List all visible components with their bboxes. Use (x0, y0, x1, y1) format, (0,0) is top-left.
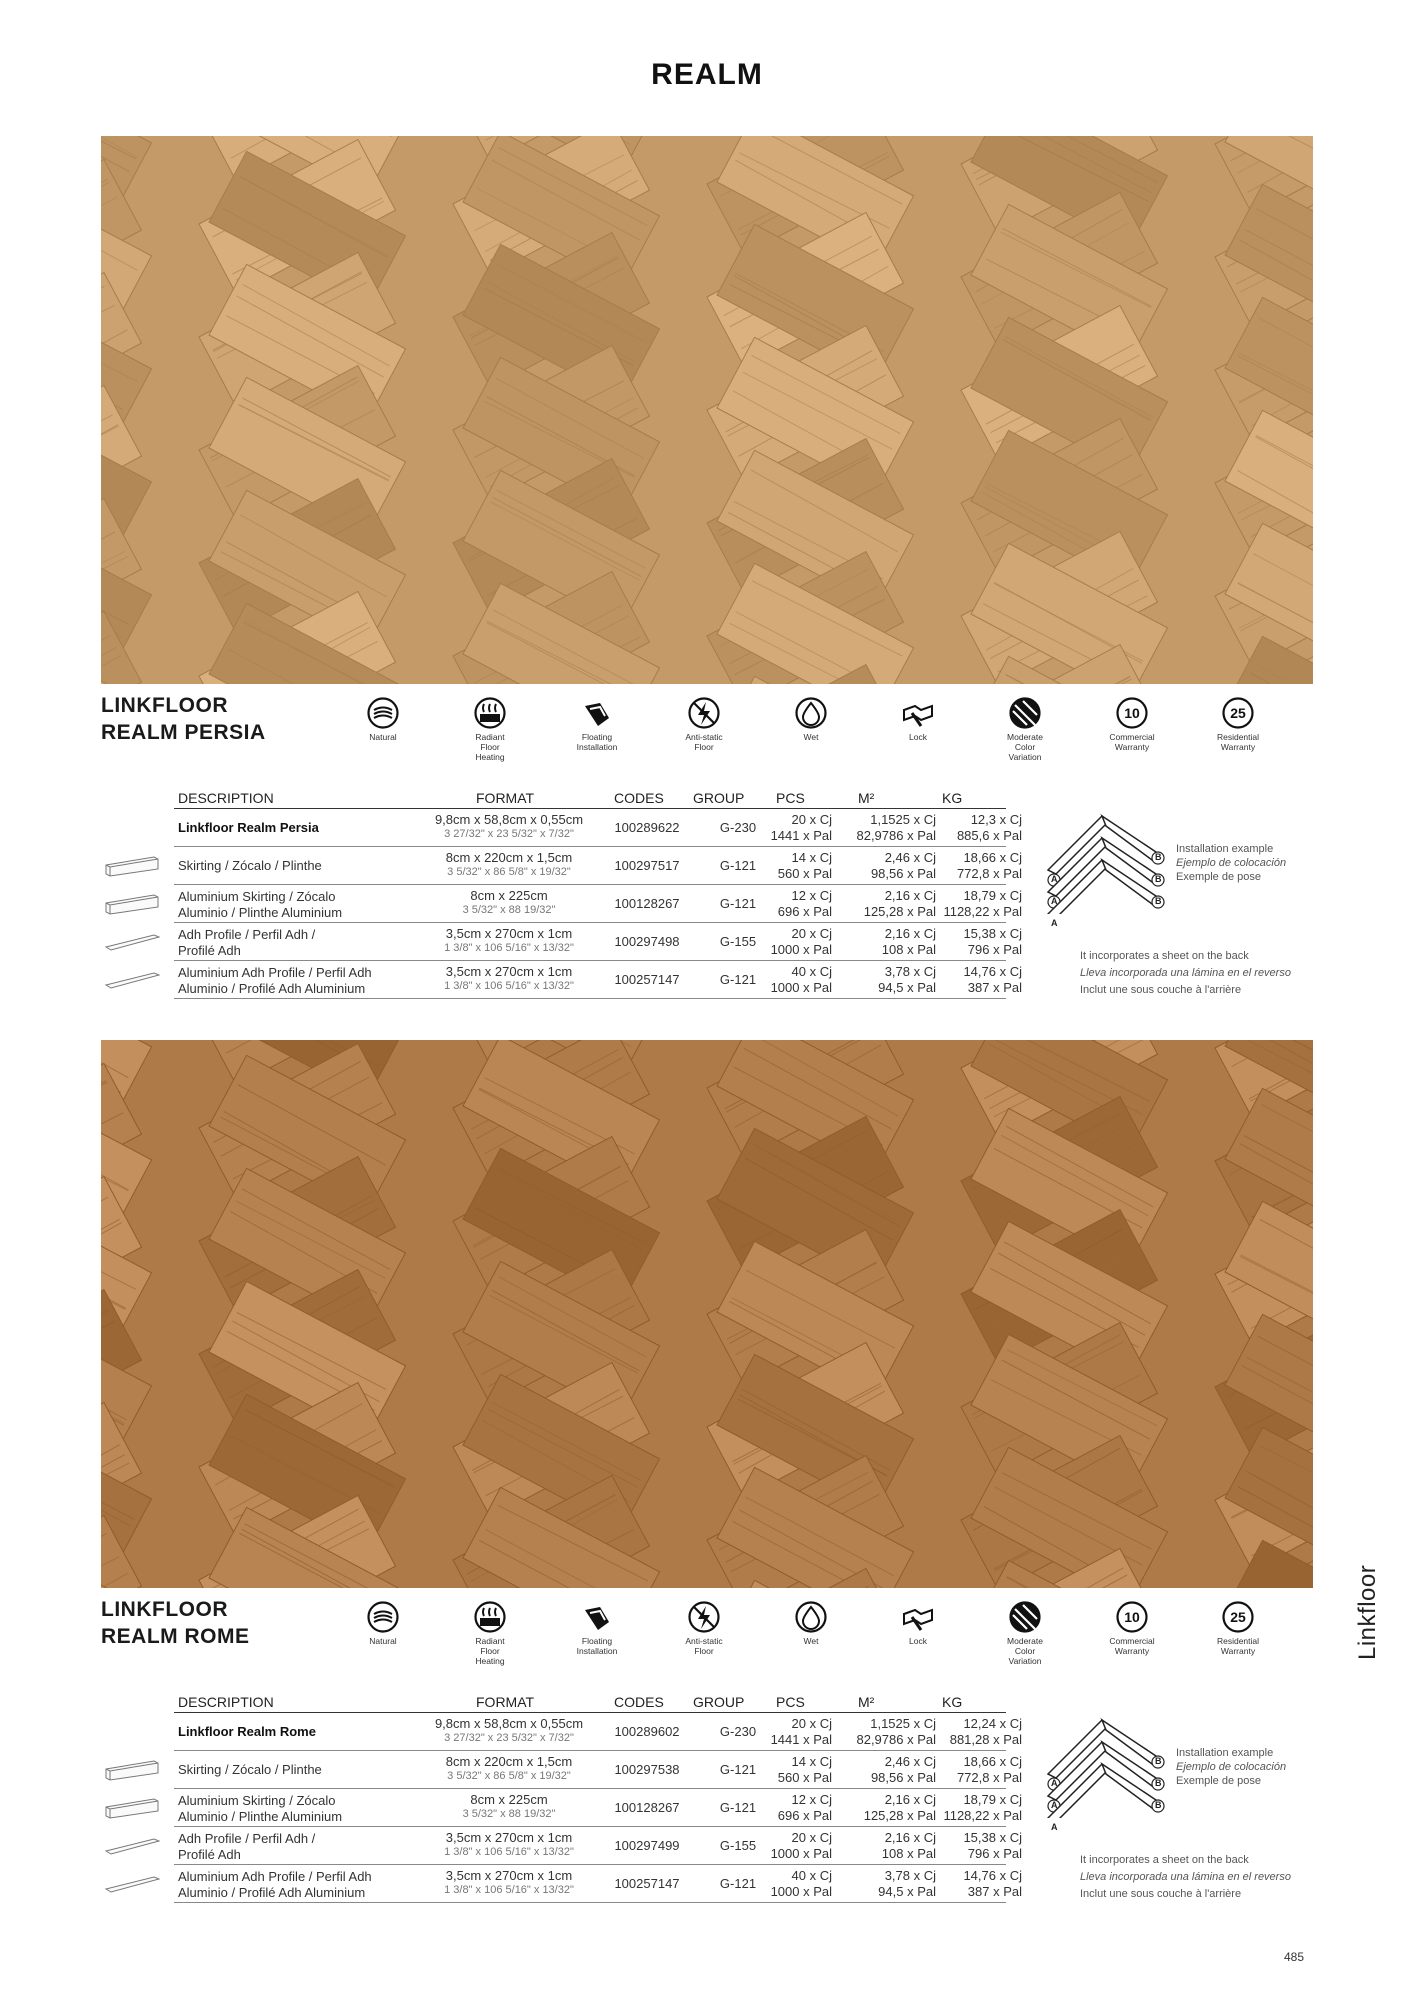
row-pcs-box: 40 x Cj (791, 1868, 832, 1883)
row-format-metric: 8cm x 225cm (470, 1792, 548, 1807)
feature-label: Floating Installation (576, 1636, 618, 1656)
column-header: M² (858, 790, 875, 806)
row-pcs-box: 20 x Cj (791, 926, 832, 941)
installation-caption-es: Ejemplo de colocación (1176, 1761, 1287, 1773)
side-brand: Linkfloor (1354, 1564, 1381, 1660)
product-name-line1: LINKFLOOR (101, 694, 228, 717)
backing-note-es: Lleva incorporada una lámina en el reverso (1080, 1871, 1291, 1883)
column-header: KG (942, 1694, 963, 1710)
column-header: PCS (776, 1694, 805, 1710)
feature-label: Residential Warranty (1216, 1636, 1260, 1656)
column-header: CODES (614, 1694, 664, 1710)
feature-badge (442, 1600, 538, 1666)
row-format-imperial: 3 5/32" x 88 19/32" (462, 904, 556, 916)
plank-letter-a: A (1051, 1822, 1058, 1832)
profile-thumbnail (104, 931, 160, 953)
alu-skirting-thumbnail (104, 893, 160, 915)
installation-caption-fr: Exemple de pose (1176, 871, 1261, 883)
row-kg-pallet: 796 x Pal (967, 1846, 1022, 1861)
installation-caption (1176, 1746, 1286, 1788)
row-kg-pallet: 881,28 x Pal (949, 1732, 1022, 1747)
row-format-imperial: 1 3/8" x 106 5/16" x 13/32" (444, 942, 574, 954)
installation-letters (1040, 1706, 1170, 1832)
row-format-imperial: 3 5/32" x 86 5/8" x 19/32" (447, 1770, 571, 1782)
plank-letter-a: A (1051, 1778, 1058, 1788)
installation-caption-es: Ejemplo de colocación (1176, 857, 1287, 869)
row-description: Skirting / Zócalo / Plinthe (178, 858, 322, 873)
feature-badge (977, 1600, 1073, 1666)
row-description: Adh Profile / Perfil Adh / (178, 1831, 316, 1846)
feature-label: Radiant Floor Heating (475, 732, 505, 762)
feature-label: Floating Installation (576, 732, 618, 752)
product-name (101, 692, 266, 746)
row-description: Aluminium Adh Profile / Perfil Adh (178, 965, 372, 980)
feature-badge (1084, 1600, 1180, 1656)
row-group: G-230 (719, 820, 757, 835)
row-description: Skirting / Zócalo / Plinthe (178, 1762, 322, 1777)
row-m2-pallet: 94,5 x Pal (878, 1884, 936, 1899)
column-header: FORMAT (476, 1694, 535, 1710)
feature-label: Lock (909, 732, 927, 742)
row-format-metric: 9,8cm x 58,8cm x 0,55cm (434, 1716, 584, 1731)
row-m2-pallet: 125,28 x Pal (863, 904, 936, 919)
row-kg-pallet: 885,6 x Pal (956, 828, 1022, 843)
row-m2-box: 1,1525 x Cj (870, 1716, 936, 1731)
row-code: 100257147 (614, 1876, 680, 1891)
row-pcs-box: 12 x Cj (791, 1792, 832, 1807)
row-pcs-pallet: 1441 x Pal (770, 828, 832, 843)
row-m2-pallet: 82,9786 x Pal (856, 828, 936, 843)
row-description-2: Aluminio / Plinthe Aluminium (178, 905, 343, 920)
svg-text:10: 10 (1124, 1609, 1140, 1625)
row-description: Linkfloor Realm Rome (178, 1724, 316, 1739)
plank-letter-b: B (1155, 1756, 1162, 1766)
table-header (174, 1692, 1006, 1713)
row-description-2: Aluminio / Profilé Adh Aluminium (178, 981, 366, 996)
lock-icon (901, 1600, 935, 1634)
row-group: G-155 (719, 1838, 757, 1853)
row-format-imperial: 1 3/8" x 106 5/16" x 13/32" (444, 1884, 574, 1896)
row-kg-pallet: 1128,22 x Pal (943, 904, 1022, 919)
row-description: Aluminium Skirting / Zócalo (178, 889, 336, 904)
installation-caption-en: Installation example (1176, 843, 1274, 855)
row-code: 100297499 (614, 1838, 680, 1853)
feature-label: Moderate Color Variation (1007, 732, 1043, 762)
row-code: 100257147 (614, 972, 680, 987)
installation-diagram (1040, 1706, 1170, 1832)
feature-label: Moderate Color Variation (1007, 1636, 1043, 1666)
column-header: DESCRIPTION (178, 790, 274, 806)
row-group: G-155 (719, 934, 757, 949)
feature-label: Anti-static Floor (685, 1636, 723, 1656)
row-m2-pallet: 98,56 x Pal (870, 1770, 936, 1785)
row-pcs-box: 20 x Cj (791, 1716, 832, 1731)
plank-letter-b: B (1155, 852, 1162, 862)
plank-letter-a: A (1051, 918, 1058, 928)
row-pcs-pallet: 1000 x Pal (770, 1884, 832, 1899)
row-format-metric: 8cm x 220cm x 1,5cm (445, 1754, 573, 1769)
alu-profile-thumbnail (104, 1873, 160, 1895)
row-kg-box: 18,66 x Cj (963, 850, 1022, 865)
row-kg-box: 14,76 x Cj (963, 1868, 1022, 1883)
table-row (174, 1751, 1022, 1789)
row-kg-box: 18,79 x Cj (963, 888, 1022, 903)
row-format-metric: 3,5cm x 270cm x 1cm (445, 1868, 573, 1883)
row-m2-pallet: 108 x Pal (881, 1846, 936, 1861)
column-header: GROUP (693, 1694, 745, 1710)
profile-thumbnail (104, 1835, 160, 1857)
backing-note-en: It incorporates a sheet on the back (1080, 1854, 1249, 1866)
radiant-floor-heating-icon (473, 1600, 507, 1634)
row-pcs-pallet: 1441 x Pal (770, 1732, 832, 1747)
plank-letter-b: B (1155, 896, 1162, 906)
feature-label: Natural (369, 1636, 397, 1646)
row-kg-box: 12,24 x Cj (963, 1716, 1022, 1731)
anti-static-icon (687, 1600, 721, 1634)
row-pcs-box: 12 x Cj (791, 888, 832, 903)
feature-badge (1084, 696, 1180, 752)
feature-badge (656, 1600, 752, 1656)
product-name-line2: REALM PERSIA (101, 721, 266, 744)
feature-label: Commercial Warranty (1109, 1636, 1155, 1656)
row-code: 100289622 (614, 820, 680, 835)
commercial-warranty-icon (1115, 1600, 1149, 1634)
column-header: DESCRIPTION (178, 1694, 274, 1710)
feature-badge (977, 696, 1073, 762)
row-group: G-121 (719, 896, 757, 911)
row-group: G-121 (719, 1800, 757, 1815)
skirting-thumbnail (104, 1759, 160, 1781)
row-format-imperial: 3 27/32" x 23 5/32" x 7/32" (444, 1732, 574, 1744)
row-description: Adh Profile / Perfil Adh / (178, 927, 316, 942)
row-m2-box: 3,78 x Cj (884, 1868, 936, 1883)
row-code: 100297538 (614, 1762, 680, 1777)
feature-badge (442, 696, 538, 762)
feature-label: Residential Warranty (1216, 732, 1260, 752)
feature-badge (549, 696, 645, 752)
feature-label: Lock (909, 1636, 927, 1646)
feature-badge (870, 696, 966, 742)
row-code: 100289602 (614, 1724, 680, 1739)
row-pcs-box: 20 x Cj (791, 812, 832, 827)
row-description-2: Profilé Adh (178, 1847, 241, 1862)
svg-text:25: 25 (1230, 705, 1246, 721)
column-header: KG (942, 790, 963, 806)
row-format-imperial: 3 5/32" x 88 19/32" (462, 1808, 556, 1820)
row-description-2: Aluminio / Plinthe Aluminium (178, 1809, 343, 1824)
row-description: Aluminium Skirting / Zócalo (178, 1793, 336, 1808)
column-header: PCS (776, 790, 805, 806)
product-name-line2: REALM ROME (101, 1625, 250, 1648)
row-pcs-pallet: 696 x Pal (777, 1808, 832, 1823)
feature-label: Natural (369, 732, 397, 742)
installation-caption (1176, 842, 1286, 884)
row-code: 100297517 (614, 858, 680, 873)
row-m2-box: 2,46 x Cj (884, 850, 936, 865)
feature-badge (335, 696, 431, 742)
row-pcs-pallet: 1000 x Pal (770, 942, 832, 957)
row-pcs-box: 14 x Cj (791, 850, 832, 865)
commercial-warranty-icon (1115, 696, 1149, 730)
wet-icon (794, 696, 828, 730)
column-header: GROUP (693, 790, 745, 806)
installation-caption-en: Installation example (1176, 1747, 1274, 1759)
feature-badge (870, 1600, 966, 1646)
feature-label: Wet (803, 732, 819, 742)
row-format-imperial: 3 27/32" x 23 5/32" x 7/32" (444, 828, 574, 840)
product-table (174, 1692, 1022, 1903)
installation-diagram (1040, 802, 1170, 928)
product-name (101, 1596, 250, 1650)
lock-icon (901, 696, 935, 730)
floating-installation-icon (580, 1600, 614, 1634)
feature-label: Wet (803, 1636, 819, 1646)
feature-label: Commercial Warranty (1109, 732, 1155, 752)
row-format-imperial: 1 3/8" x 106 5/16" x 13/32" (444, 980, 574, 992)
backing-note-fr: Inclut une sous couche à l'arrière (1080, 984, 1242, 996)
row-kg-box: 12,3 x Cj (970, 812, 1022, 827)
svg-text:25: 25 (1230, 1609, 1246, 1625)
row-kg-box: 15,38 x Cj (963, 1830, 1022, 1845)
anti-static-icon (687, 696, 721, 730)
row-group: G-121 (719, 1762, 757, 1777)
row-format-metric: 8cm x 225cm (470, 888, 548, 903)
row-m2-box: 2,16 x Cj (884, 888, 936, 903)
feature-badge (549, 1600, 645, 1656)
row-m2-box: 2,16 x Cj (884, 926, 936, 941)
plank-letter-a: A (1051, 896, 1058, 906)
row-description-2: Profilé Adh (178, 943, 241, 958)
product-name-line1: LINKFLOOR (101, 1598, 228, 1621)
row-format-metric: 3,5cm x 270cm x 1cm (445, 964, 573, 979)
row-group: G-121 (719, 858, 757, 873)
row-m2-box: 1,1525 x Cj (870, 812, 936, 827)
floating-installation-icon (580, 696, 614, 730)
skirting-thumbnail (104, 855, 160, 877)
row-code: 100128267 (614, 1800, 680, 1815)
row-kg-box: 18,66 x Cj (963, 1754, 1022, 1769)
column-header: CODES (614, 790, 664, 806)
feature-badge (1190, 696, 1286, 752)
product-photo (101, 136, 1313, 684)
plank-letter-b: B (1155, 874, 1162, 884)
row-kg-pallet: 1128,22 x Pal (943, 1808, 1022, 1823)
svg-text:10: 10 (1124, 705, 1140, 721)
row-m2-pallet: 82,9786 x Pal (856, 1732, 936, 1747)
row-group: G-121 (719, 1876, 757, 1891)
row-format-imperial: 1 3/8" x 106 5/16" x 13/32" (444, 1846, 574, 1858)
row-group: G-121 (719, 972, 757, 987)
page-title: REALM (651, 58, 763, 91)
row-m2-box: 2,16 x Cj (884, 1792, 936, 1807)
feature-label: Anti-static Floor (685, 732, 723, 752)
feature-badge (656, 696, 752, 752)
residential-warranty-icon (1221, 1600, 1255, 1634)
row-pcs-pallet: 560 x Pal (777, 866, 832, 881)
row-format-metric: 8cm x 220cm x 1,5cm (445, 850, 573, 865)
table-row (174, 923, 1022, 961)
row-format-metric: 9,8cm x 58,8cm x 0,55cm (434, 812, 584, 827)
row-kg-pallet: 772,8 x Pal (956, 866, 1022, 881)
row-code: 100297498 (614, 934, 680, 949)
row-description-2: Aluminio / Profilé Adh Aluminium (178, 1885, 366, 1900)
table-row (174, 1789, 1022, 1827)
feature-badge (1190, 1600, 1286, 1656)
row-m2-pallet: 125,28 x Pal (863, 1808, 936, 1823)
radiant-floor-heating-icon (473, 696, 507, 730)
row-pcs-pallet: 1000 x Pal (770, 1846, 832, 1861)
alu-skirting-thumbnail (104, 1797, 160, 1819)
row-kg-pallet: 387 x Pal (967, 1884, 1022, 1899)
row-pcs-box: 14 x Cj (791, 1754, 832, 1769)
row-code: 100128267 (614, 896, 680, 911)
plank-letter-b: B (1155, 1778, 1162, 1788)
row-group: G-230 (719, 1724, 757, 1739)
table-row (174, 1713, 1022, 1751)
row-format-metric: 3,5cm x 270cm x 1cm (445, 926, 573, 941)
table-row (174, 961, 1022, 999)
row-pcs-box: 20 x Cj (791, 1830, 832, 1845)
table-row (174, 1865, 1022, 1903)
table-row (174, 1827, 1022, 1865)
row-kg-box: 18,79 x Cj (963, 1792, 1022, 1807)
plank-letter-b: B (1155, 1800, 1162, 1810)
feature-label: Radiant Floor Heating (475, 1636, 505, 1666)
row-pcs-pallet: 560 x Pal (777, 1770, 832, 1785)
wet-icon (794, 1600, 828, 1634)
row-kg-pallet: 796 x Pal (967, 942, 1022, 957)
backing-note (1080, 1852, 1291, 1903)
row-pcs-pallet: 696 x Pal (777, 904, 832, 919)
plank-letter-a: A (1051, 1800, 1058, 1810)
backing-note-en: It incorporates a sheet on the back (1080, 950, 1249, 962)
installation-caption-fr: Exemple de pose (1176, 1775, 1261, 1787)
row-m2-pallet: 94,5 x Pal (878, 980, 936, 995)
product-table (174, 788, 1022, 999)
color-variation-icon (1008, 696, 1042, 730)
row-kg-box: 15,38 x Cj (963, 926, 1022, 941)
row-m2-pallet: 98,56 x Pal (870, 866, 936, 881)
table-row (174, 809, 1022, 847)
row-kg-pallet: 387 x Pal (967, 980, 1022, 995)
row-format-metric: 3,5cm x 270cm x 1cm (445, 1830, 573, 1845)
row-kg-box: 14,76 x Cj (963, 964, 1022, 979)
row-pcs-box: 40 x Cj (791, 964, 832, 979)
backing-note-fr: Inclut une sous couche à l'arrière (1080, 1888, 1242, 1900)
row-format-imperial: 3 5/32" x 86 5/8" x 19/32" (447, 866, 571, 878)
backing-note-es: Lleva incorporada una lámina en el reverso (1080, 967, 1291, 979)
color-variation-icon (1008, 1600, 1042, 1634)
feature-badge (763, 696, 859, 742)
row-kg-pallet: 772,8 x Pal (956, 1770, 1022, 1785)
row-m2-pallet: 108 x Pal (881, 942, 936, 957)
plank-letter-a: A (1051, 874, 1058, 884)
page-number: 485 (1284, 1950, 1305, 1964)
natural-icon (366, 1600, 400, 1634)
feature-badge (763, 1600, 859, 1646)
column-header: FORMAT (476, 790, 535, 806)
alu-profile-thumbnail (104, 969, 160, 991)
natural-icon (366, 696, 400, 730)
row-description: Aluminium Adh Profile / Perfil Adh (178, 1869, 372, 1884)
row-m2-box: 2,46 x Cj (884, 1754, 936, 1769)
row-m2-box: 2,16 x Cj (884, 1830, 936, 1845)
residential-warranty-icon (1221, 696, 1255, 730)
product-photo (101, 1040, 1313, 1588)
table-row (174, 847, 1022, 885)
row-description: Linkfloor Realm Persia (178, 820, 319, 835)
column-header: M² (858, 1694, 875, 1710)
table-row (174, 885, 1022, 923)
row-m2-box: 3,78 x Cj (884, 964, 936, 979)
row-pcs-pallet: 1000 x Pal (770, 980, 832, 995)
feature-badge (335, 1600, 431, 1646)
installation-letters (1040, 802, 1170, 928)
table-header (174, 788, 1006, 809)
backing-note (1080, 948, 1291, 999)
